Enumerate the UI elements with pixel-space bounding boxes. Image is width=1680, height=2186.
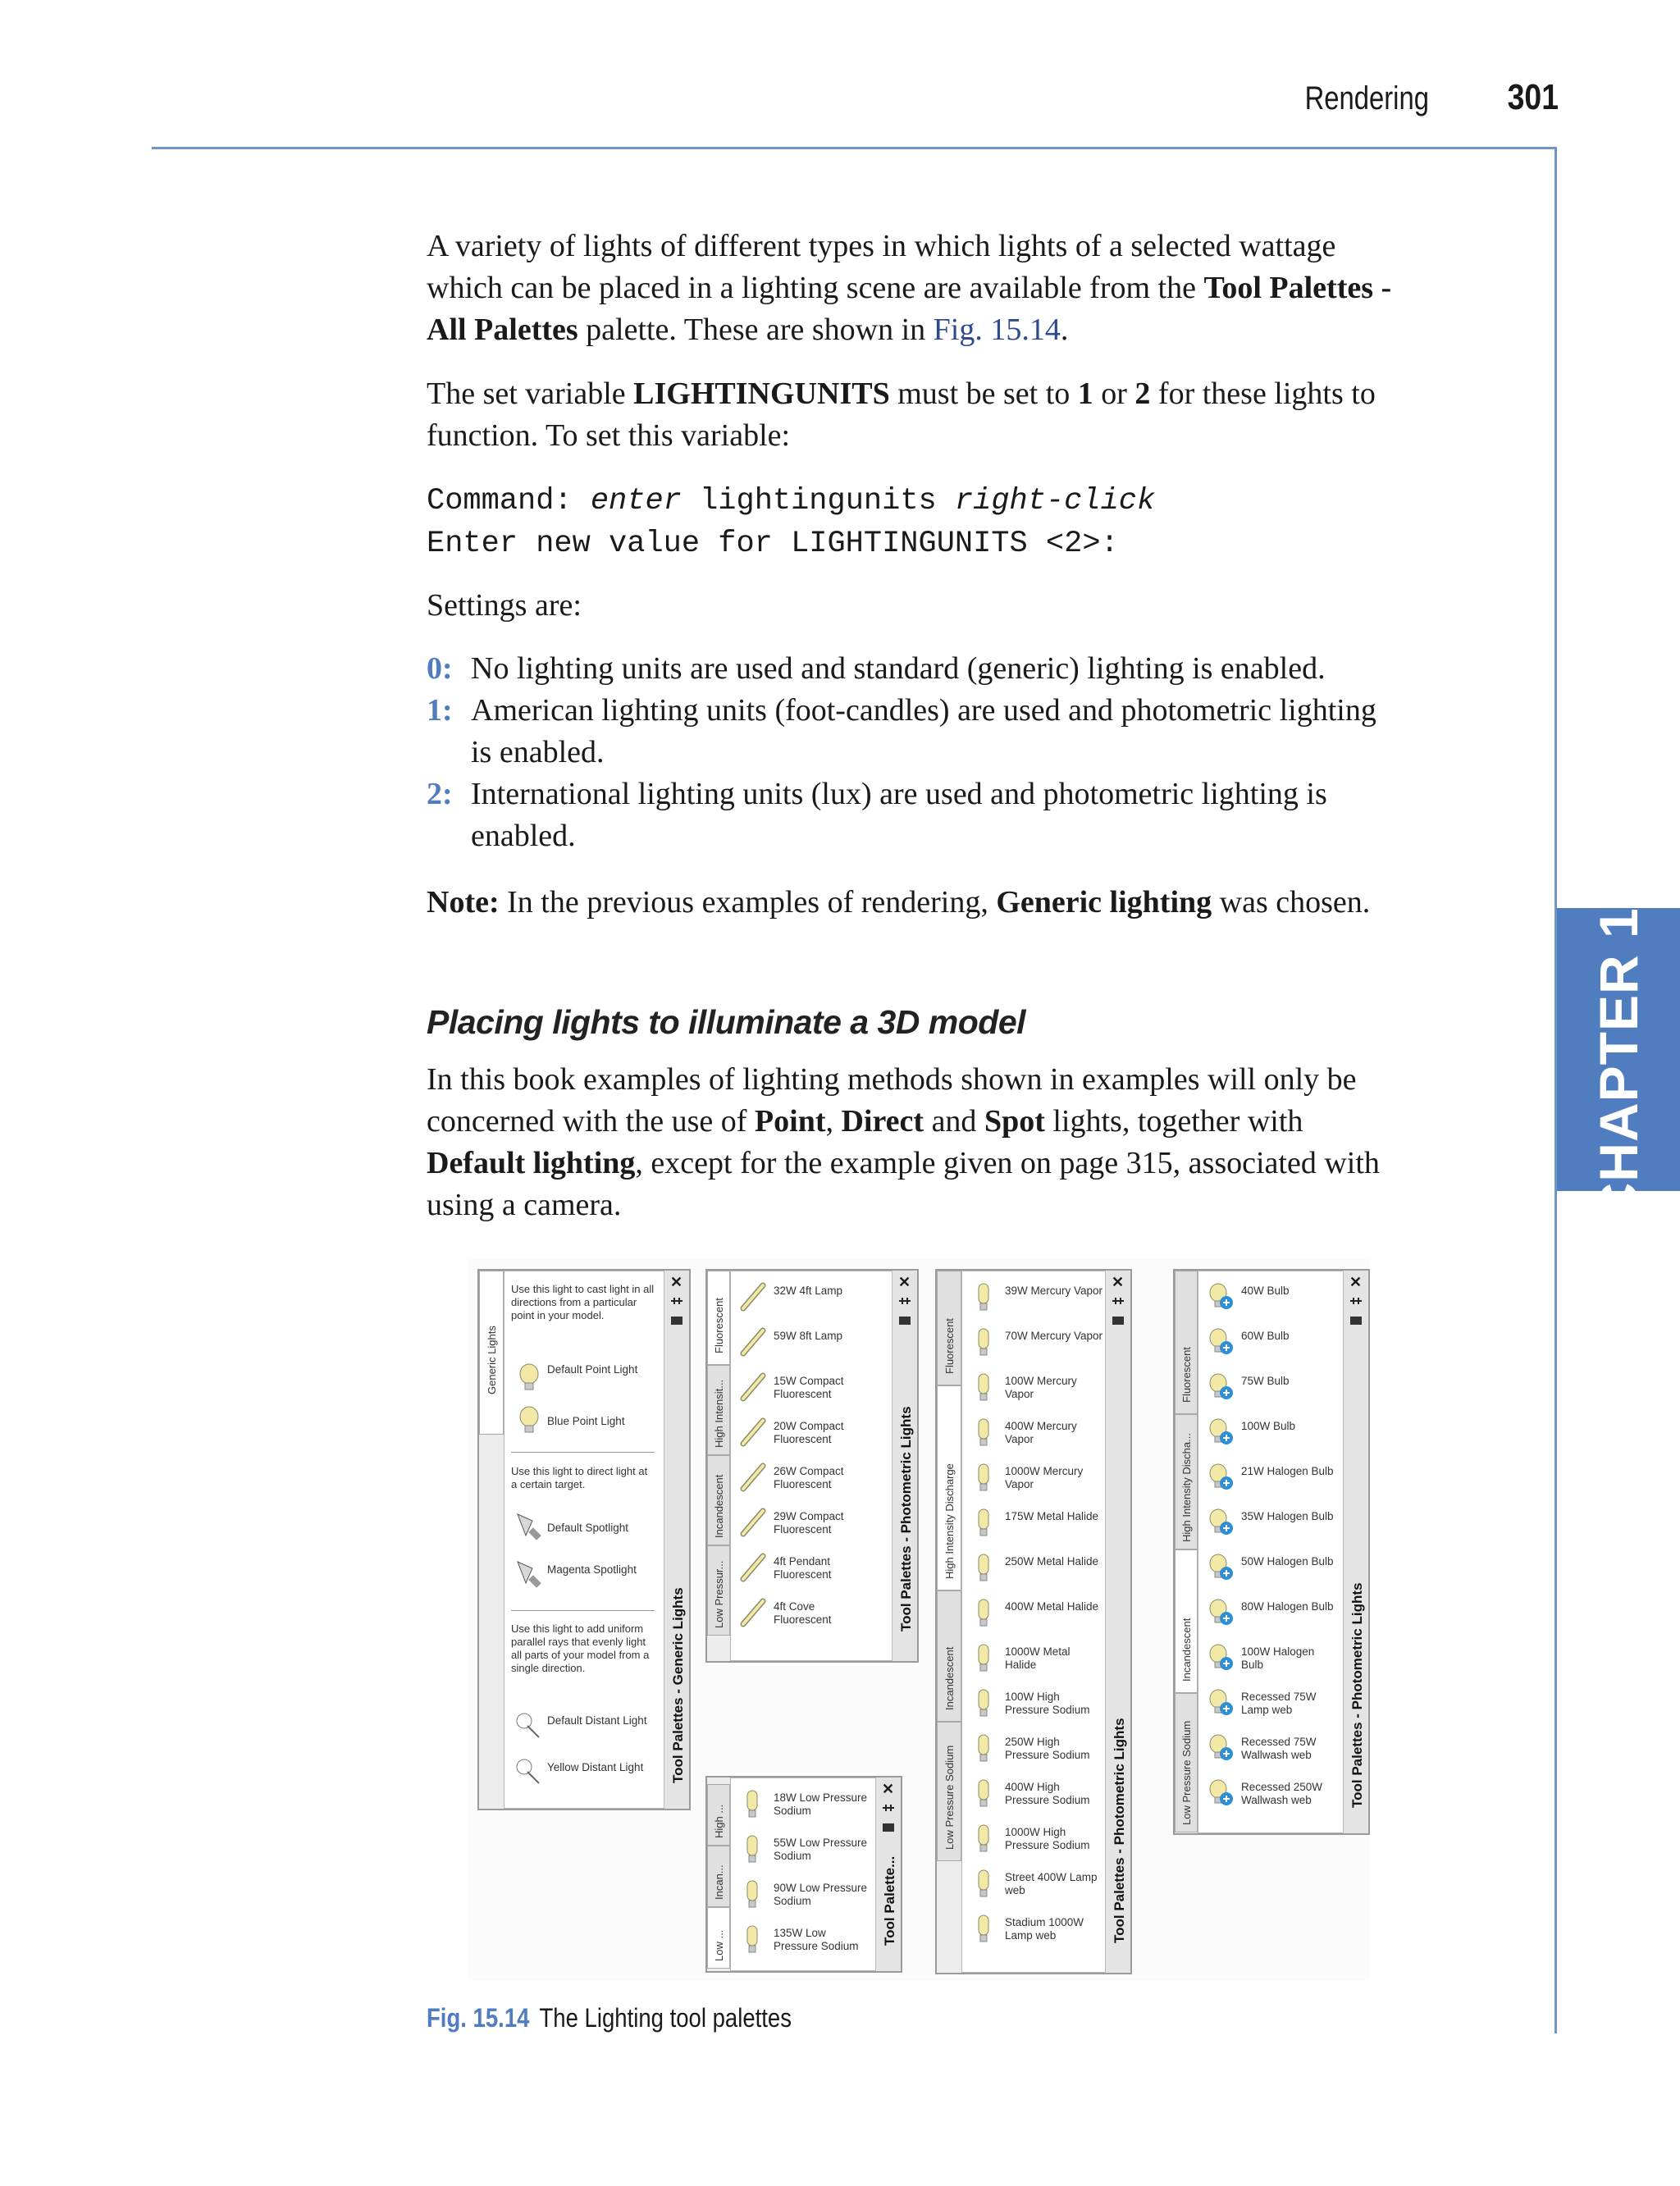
section-heading: Placing lights to illuminate a 3D model (427, 1003, 1026, 1041)
properties-icon[interactable] (1111, 1315, 1125, 1326)
text: and (924, 1104, 984, 1139)
tab-generic-lights[interactable] (479, 1271, 504, 1435)
bulb-web-icon (1207, 1417, 1235, 1448)
palette-separator (511, 1610, 655, 1611)
note-paragraph (427, 882, 1403, 924)
close-icon[interactable]: ✕ (670, 1274, 683, 1290)
autohide-icon[interactable] (897, 1295, 912, 1307)
palette-content (730, 1271, 894, 1661)
palette-content (1198, 1271, 1345, 1833)
properties-icon[interactable] (897, 1315, 912, 1326)
page-number: 301 (1507, 77, 1559, 117)
text: or (1093, 377, 1135, 411)
close-icon[interactable]: ✕ (898, 1274, 911, 1290)
lamp-icon (970, 1326, 998, 1358)
palette-tool-item[interactable]: 100W Halogen Bulb (1241, 1645, 1315, 1671)
palette-tool-item[interactable]: Yellow Distant Light (547, 1761, 644, 1773)
bulb-web-icon (1207, 1371, 1235, 1403)
chapter-tab-label: CHAPTER 15 (1588, 876, 1649, 1222)
bold-text: Default lighting (427, 1146, 636, 1180)
palette-tool-item[interactable]: 32W 4ft Lamp (774, 1285, 843, 1297)
palette-tool-item[interactable]: 18W Low Pressure Sodium (774, 1791, 868, 1817)
palette-tool-item[interactable]: 400W Mercury Vapor (1005, 1420, 1077, 1445)
palette-tool-item[interactable]: 1000W Metal Halide (1005, 1645, 1071, 1671)
caption-text: The Lighting tool palettes (539, 2003, 792, 2033)
palette-tool-item[interactable]: 20W Compact Fluorescent (774, 1420, 844, 1445)
lamp-icon (970, 1371, 998, 1403)
bulb-web-icon (1207, 1597, 1235, 1628)
figure-number: Fig. 15.14 (427, 2003, 530, 2033)
palette-tool-item[interactable]: 29W Compact Fluorescent (774, 1510, 844, 1536)
settings-number: 1: (427, 693, 453, 728)
tab-fluorescent[interactable] (1175, 1271, 1198, 1414)
code-text: Enter new value for LIGHTINGUNITS <2>: (427, 527, 1119, 561)
lamp-icon (970, 1823, 998, 1854)
palette-sidebar[interactable] (1105, 1271, 1130, 1973)
figure-link[interactable]: Fig. 15.14 (933, 313, 1061, 347)
palette-tool-item[interactable]: 250W High Pressure Sodium (1005, 1736, 1090, 1761)
tab-label: Fluorescent (713, 1298, 725, 1353)
tab-label: Incandescent (1180, 1618, 1193, 1682)
autohide-icon[interactable] (881, 1802, 896, 1814)
tab-label: Generic Lights (486, 1326, 498, 1394)
lamp-icon (970, 1507, 998, 1538)
tab-label: Incan... (713, 1864, 725, 1900)
palette-tool-item[interactable]: Recessed 250W Wallwash web (1241, 1781, 1323, 1806)
text: . (1060, 313, 1069, 347)
palette-sidebar[interactable] (664, 1271, 689, 1809)
palette-tool-item[interactable]: 400W High Pressure Sodium (1005, 1781, 1090, 1806)
palette-tool-item[interactable]: 135W Low Pressure Sodium (774, 1927, 859, 1952)
palette-tool-item[interactable]: Default Point Light (547, 1363, 638, 1376)
palette-tool-item[interactable]: 26W Compact Fluorescent (774, 1465, 844, 1490)
text: palette. These are shown in (578, 313, 934, 347)
tab-high-intensity-discharge[interactable] (937, 1385, 961, 1590)
lamp-icon (970, 1597, 998, 1628)
palette-tool-item[interactable]: 35W Halogen Bulb (1241, 1510, 1334, 1522)
lamp-icon (739, 1833, 767, 1864)
tab-incandescent[interactable] (707, 1455, 730, 1545)
autohide-icon[interactable] (669, 1295, 684, 1307)
tab-incandescent[interactable] (1175, 1549, 1198, 1693)
settings-number: 2: (427, 777, 453, 811)
lamp-icon (970, 1552, 998, 1583)
bulb-web-icon (1207, 1732, 1235, 1764)
palette-sidebar[interactable] (875, 1778, 901, 1971)
tab-fluorescent[interactable] (707, 1271, 730, 1365)
close-icon[interactable]: ✕ (1112, 1274, 1125, 1290)
bulb-icon (517, 1362, 541, 1394)
text: In this book examples of lighting methods shown in examples will only be concerned with the use of (427, 1062, 1357, 1139)
palette-tool-item[interactable]: Blue Point Light (547, 1415, 625, 1427)
distant-light-icon (514, 1757, 544, 1788)
palette-tool-item[interactable]: Street 400W Lamp web (1005, 1871, 1098, 1896)
bold-text: Point (754, 1104, 826, 1139)
settings-item (427, 774, 1403, 857)
fluorescent-tube-icon (739, 1281, 767, 1312)
text: lights, together with (1044, 1104, 1303, 1139)
figure-lighting-palettes (468, 1259, 1370, 1981)
tab-label: High Intensity Discha... (1180, 1433, 1193, 1542)
lamp-icon (970, 1868, 998, 1899)
fluorescent-tube-icon (739, 1597, 767, 1628)
code-italic: right-click (954, 484, 1156, 518)
palette-tool-item[interactable]: 100W Mercury Vapor (1005, 1375, 1077, 1400)
properties-icon[interactable] (1349, 1315, 1363, 1326)
lamp-icon (970, 1417, 998, 1448)
palette-generic-lights[interactable] (477, 1269, 691, 1810)
tab-low-pressure-sodium[interactable] (1175, 1693, 1198, 1832)
lamp-icon (739, 1878, 767, 1910)
palette-tool-item[interactable]: Recessed 75W Wallwash web (1241, 1736, 1317, 1761)
fluorescent-tube-icon (739, 1326, 767, 1358)
text: for these lights to function. To set this variable: (427, 377, 1376, 453)
palette-tool-item[interactable]: Default Distant Light (547, 1714, 647, 1727)
settings-list (427, 648, 1403, 857)
tab-label: Low Pressure Sodium (943, 1745, 956, 1850)
lamp-icon (970, 1642, 998, 1673)
fluorescent-tube-icon (739, 1462, 767, 1493)
bulb-web-icon (1207, 1642, 1235, 1673)
settings-number: 0: (427, 651, 453, 686)
bold-text: Spot (984, 1104, 1045, 1139)
palette-tool-item[interactable]: 15W Compact Fluorescent (774, 1375, 844, 1400)
palette-tool-item[interactable]: Magenta Spotlight (547, 1563, 637, 1576)
palette-incandescent[interactable] (1173, 1269, 1370, 1835)
header-rule (152, 147, 1557, 149)
bulb-web-icon (1207, 1326, 1235, 1358)
palette-separator (511, 1452, 655, 1453)
palette-tool-item[interactable]: 4ft Cove Fluorescent (774, 1600, 832, 1626)
tab-high[interactable] (707, 1784, 730, 1846)
palette-title: Tool Palette... (882, 1855, 897, 1946)
palette-low-pressure-sodium[interactable] (705, 1776, 902, 1973)
palette-tool-item[interactable]: 250W Metal Halide (1005, 1555, 1099, 1568)
properties-icon[interactable] (669, 1315, 684, 1326)
bold-text: Tool Palettes - All Palettes (427, 271, 1392, 347)
spotlight-icon (514, 1511, 544, 1542)
bulb-web-icon (1207, 1552, 1235, 1583)
palette-tool-item[interactable]: 21W Halogen Bulb (1241, 1465, 1334, 1477)
note-label: Note: (427, 885, 500, 920)
text: , except for the example given on page 315, associated with using a camera. (427, 1146, 1380, 1222)
palette-tool-item[interactable]: 80W Halogen Bulb (1241, 1600, 1334, 1613)
fluorescent-tube-icon (739, 1371, 767, 1403)
tab-low[interactable] (707, 1907, 730, 1969)
bold-text: 1 (1077, 377, 1093, 411)
fluorescent-tube-icon (739, 1552, 767, 1583)
lamp-icon (970, 1281, 998, 1312)
palette-tool-item[interactable]: 400W Metal Halide (1005, 1600, 1099, 1613)
lamp-icon (970, 1687, 998, 1718)
bulb-web-icon (1207, 1462, 1235, 1493)
palette-title: Tool Palettes - Generic Lights (670, 1587, 686, 1783)
palette-tool-item[interactable]: Default Spotlight (547, 1522, 629, 1534)
tab-label: Low ... (713, 1929, 725, 1961)
tab-label: Fluorescent (1180, 1347, 1193, 1403)
lamp-icon (739, 1788, 767, 1819)
palette-description: Use this light to direct light at a certain target. (511, 1465, 648, 1490)
command-code-block (427, 480, 1403, 565)
lamp-icon (970, 1913, 998, 1944)
tab-fluorescent[interactable] (937, 1271, 961, 1385)
text: The set variable (427, 377, 634, 411)
bold-text: Direct (841, 1104, 924, 1139)
palette-tool-item[interactable]: 59W 8ft Lamp (774, 1330, 843, 1342)
bold-text: 2 (1134, 377, 1151, 411)
lamp-icon (970, 1778, 998, 1809)
settings-label: Settings are: (427, 588, 582, 623)
tab-label: Incandescent (713, 1474, 725, 1538)
code-text: lightingunits (681, 484, 955, 518)
fluorescent-tube-icon (739, 1417, 767, 1448)
lamp-icon (970, 1732, 998, 1764)
tab-low-pressure-sodium[interactable] (937, 1722, 961, 1861)
bulb-web-icon (1207, 1507, 1235, 1538)
tab-label: Incandescent (943, 1646, 956, 1710)
palette-sidebar[interactable] (1343, 1271, 1368, 1833)
tab-label: High Intensit... (713, 1379, 725, 1448)
palette-content (730, 1778, 878, 1971)
bold-text: LIGHTINGUNITS (633, 377, 890, 411)
text: In the previous examples of rendering, (499, 885, 997, 920)
paragraph-lighting-methods (427, 1059, 1403, 1226)
tab-label: High ... (713, 1804, 725, 1838)
palette-tool-item[interactable]: 175W Metal Halide (1005, 1510, 1099, 1522)
paragraph-palettes-intro (427, 226, 1403, 351)
palette-tool-item[interactable]: 50W Halogen Bulb (1241, 1555, 1334, 1568)
palette-tool-item[interactable]: 40W Bulb (1241, 1285, 1290, 1297)
settings-text: American lighting units (foot-candles) are used and photometric lighting is enabled. (471, 693, 1376, 769)
palette-title: Tool Palettes - Photometric Lights (898, 1406, 914, 1632)
tab-label: Low Pressure Sodium (1180, 1720, 1193, 1825)
close-icon[interactable]: ✕ (1349, 1274, 1363, 1290)
code-italic: enter (590, 484, 682, 518)
palette-title: Tool Palettes - Photometric Lights (1349, 1582, 1365, 1808)
bulb-web-icon (1207, 1778, 1235, 1809)
bulb-web-icon (1207, 1281, 1235, 1312)
tab-high-intensity[interactable] (707, 1365, 730, 1455)
text: was chosen. (1212, 885, 1371, 920)
palette-tool-item[interactable]: 1000W High Pressure Sodium (1005, 1826, 1090, 1851)
palette-tool-item[interactable]: 60W Bulb (1241, 1330, 1290, 1342)
palette-description: Use this light to add uniform parallel rays that evenly light all parts of your model from a single direction. (511, 1622, 650, 1674)
spotlight-icon (514, 1558, 544, 1590)
tab-label: Fluorescent (943, 1318, 956, 1374)
tab-high-intensity-discharge[interactable] (1175, 1414, 1198, 1549)
figure-caption (427, 2003, 792, 2033)
settings-item (427, 648, 1403, 690)
tab-low-pressure[interactable] (707, 1545, 730, 1636)
bold-text: Generic lighting (996, 885, 1212, 920)
palette-tool-item[interactable]: Stadium 1000W Lamp web (1005, 1916, 1084, 1942)
palette-tool-item[interactable]: 90W Low Pressure Sodium (774, 1882, 868, 1907)
autohide-icon[interactable] (1111, 1295, 1125, 1307)
chapter-tab (1557, 876, 1680, 1222)
palette-tool-item[interactable]: 1000W Mercury Vapor (1005, 1465, 1084, 1490)
palette-content (504, 1271, 668, 1809)
palette-tool-item[interactable]: Recessed 75W Lamp web (1241, 1691, 1317, 1716)
code-text: Command: (427, 484, 591, 518)
palette-tool-item[interactable]: 70W Mercury Vapor (1005, 1330, 1103, 1342)
palette-fluorescent[interactable] (705, 1269, 919, 1663)
lamp-icon (739, 1924, 767, 1955)
tab-incandescent[interactable] (937, 1590, 961, 1722)
tab-label: High Intensity Discharge (943, 1463, 956, 1579)
palette-tool-item[interactable]: 100W High Pressure Sodium (1005, 1691, 1090, 1716)
palette-content (961, 1271, 1107, 1973)
palette-high-intensity-discharge[interactable] (935, 1269, 1132, 1974)
text: , (825, 1104, 842, 1139)
autohide-icon[interactable] (1349, 1295, 1363, 1307)
text: must be set to (889, 377, 1078, 411)
text: A variety of lights of different types in which lights of a selected wattage which can be placed in a lighting scene are available from the (427, 229, 1336, 305)
palette-description: Use this light to cast light in all directions from a particular point in your model. (511, 1283, 655, 1321)
bulb-web-icon (1207, 1687, 1235, 1718)
paragraph-lightingunits (427, 373, 1403, 457)
settings-item (427, 690, 1403, 774)
running-header-title: Rendering (1304, 80, 1429, 116)
palette-title: Tool Palettes - Photometric Lights (1112, 1718, 1127, 1943)
tab-label: Low Pressur... (713, 1560, 725, 1628)
palette-sidebar[interactable] (892, 1271, 917, 1661)
palette-tool-item[interactable]: 100W Bulb (1241, 1420, 1296, 1432)
properties-icon[interactable] (881, 1822, 896, 1833)
lamp-icon (970, 1462, 998, 1493)
palette-tool-item[interactable]: 55W Low Pressure Sodium (774, 1837, 868, 1862)
settings-text: International lighting units (lux) are used and photometric lighting is enabled. (471, 777, 1327, 853)
tab-incandescent[interactable] (707, 1846, 730, 1907)
settings-text: No lighting units are used and standard (generic) lighting is enabled. (471, 651, 1326, 686)
palette-tool-item[interactable]: 39W Mercury Vapor (1005, 1285, 1103, 1297)
close-icon[interactable]: ✕ (882, 1781, 895, 1797)
palette-tool-item[interactable]: 75W Bulb (1241, 1375, 1290, 1387)
distant-light-icon (514, 1711, 544, 1742)
palette-tool-item[interactable]: 4ft Pendant Fluorescent (774, 1555, 832, 1581)
fluorescent-tube-icon (739, 1507, 767, 1538)
bulb-icon (517, 1404, 541, 1437)
